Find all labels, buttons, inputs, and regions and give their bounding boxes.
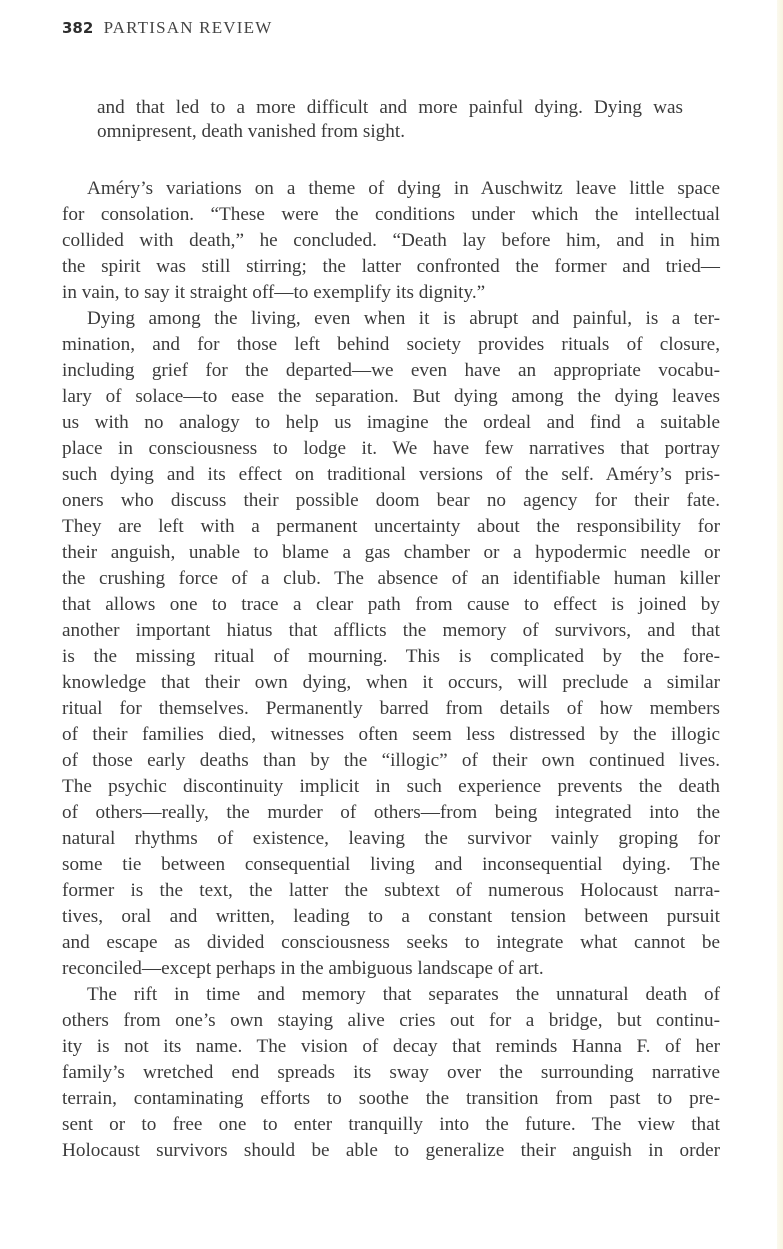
text-line: natural rhythms of existence, leaving the survivor vainly groping for [62, 828, 720, 849]
block-quote-line: omnipresent, death vanished from sight. [97, 120, 406, 142]
page-edge-shadow [777, 0, 783, 1249]
text-line: in vain, to say it straight off—to exemplify its dignity.” [62, 282, 486, 303]
page-number: 382 [62, 19, 94, 37]
text-line: Holocaust survivors should be able to generalize their anguish in order [62, 1140, 720, 1161]
text-line: is the missing ritual of mourning. This is complicated by the fore- [62, 646, 720, 667]
running-head [62, 17, 272, 39]
text-line: that allows one to trace a clear path from cause to effect is joined by [62, 594, 720, 615]
text-line: of others—really, the murder of others—from being integrated into the [62, 802, 720, 823]
text-line: The psychic discontinuity implicit in such experience prevents the death [62, 776, 720, 797]
body-text [62, 176, 720, 1164]
text-line: of their families died, witnesses often seem less distressed by the illogic [62, 724, 720, 745]
text-line: some tie between consequential living and inconsequential dying. The [62, 854, 720, 875]
text-line: The rift in time and memory that separates the unnatural death of [87, 984, 720, 1005]
paragraph-2 [62, 306, 720, 982]
text-line: ity is not its name. The vision of decay that reminds Hanna F. of her [62, 1036, 720, 1057]
text-line: including grief for the departed—we even have an appropriate vocabu- [62, 360, 720, 381]
text-line: place in consciousness to lodge it. We have few narratives that portray [62, 438, 720, 459]
text-line: and escape as divided consciousness seeks to integrate what cannot be [62, 932, 720, 953]
text-line: such dying and its effect on traditional versions of the self. Améry’s pris- [62, 464, 720, 485]
text-line: family’s wretched end spreads its sway over the surrounding narrative [62, 1062, 720, 1083]
paragraph-1 [62, 176, 720, 306]
text-line: mination, and for those left behind society provides rituals of closure, [62, 334, 720, 355]
text-line: sent or to free one to enter tranquilly into the future. The view that [62, 1114, 720, 1135]
text-line: knowledge that their own dying, when it occurs, will preclude a similar [62, 672, 720, 693]
text-line: Améry’s variations on a theme of dying in Auschwitz leave little space [87, 178, 720, 199]
text-line: Dying among the living, even when it is abrupt and painful, is a ter- [87, 308, 720, 329]
paragraph-3 [62, 982, 720, 1164]
text-line: oners who discuss their possible doom bear no agency for their fate. [62, 490, 720, 511]
text-line: lary of solace—to ease the separation. But dying among the dying leaves [62, 386, 720, 407]
journal-title: PARTISAN REVIEW [103, 18, 273, 37]
text-line: us with no analogy to help us imagine the ordeal and find a suitable [62, 412, 720, 433]
text-line: of those early deaths than by the “illogic” of their own continued lives. [62, 750, 720, 771]
text-line: collided with death,” he concluded. “Death lay before him, and in him [62, 230, 720, 251]
block-quote-line: and that led to a more difficult and more painful dying. Dying was [97, 97, 683, 118]
text-line: tives, oral and written, leading to a constant tension between pursuit [62, 906, 720, 927]
text-line: reconciled—except perhaps in the ambiguous landscape of art. [62, 958, 544, 979]
text-line: for consolation. “These were the conditions under which the intellectual [62, 204, 720, 225]
text-line: others from one’s own staying alive cries out for a bridge, but continu- [62, 1010, 720, 1031]
text-line: their anguish, unable to blame a gas chamber or a hypodermic needle or [62, 542, 720, 563]
text-line: terrain, contaminating efforts to soothe the transition from past to pre- [62, 1088, 720, 1109]
text-line: former is the text, the latter the subtext of numerous Holocaust narra- [62, 880, 720, 901]
text-line: the crushing force of a club. The absence of an identifiable human killer [62, 568, 720, 589]
text-line: ritual for themselves. Permanently barred from details of how members [62, 698, 720, 719]
text-line: They are left with a permanent uncertainty about the responsibility for [62, 516, 720, 537]
block-quote [97, 96, 683, 143]
text-line: another important hiatus that afflicts the memory of survivors, and that [62, 620, 720, 641]
text-line: the spirit was still stirring; the latter confronted the former and tried— [62, 256, 720, 277]
